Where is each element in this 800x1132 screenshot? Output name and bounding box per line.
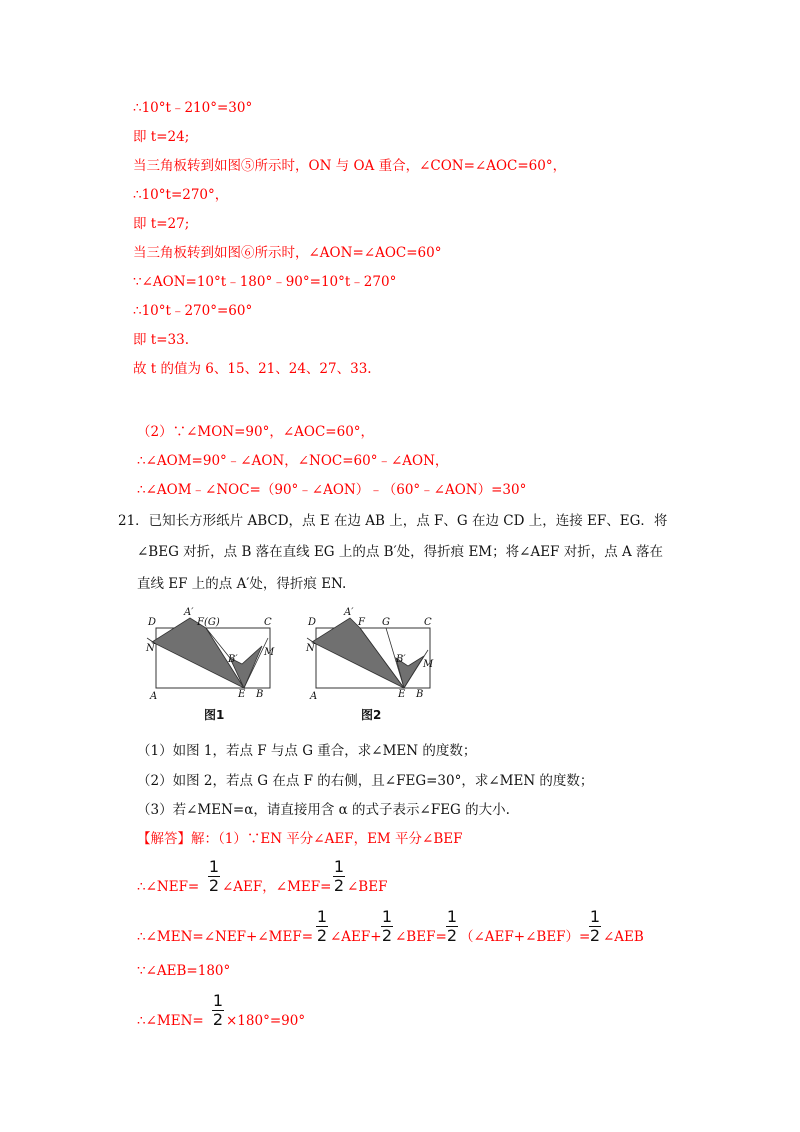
- label-b-prime: B′: [228, 654, 238, 665]
- answer-line-1c: ∠BEF: [347, 879, 388, 895]
- question-2: （2）如图 2，若点 G 在点 F 的右侧，且∠FEG=30°，求∠MEN 的度数；: [137, 773, 594, 789]
- answer-line-2c: ∠BEF=: [395, 929, 447, 945]
- label-g: G: [382, 617, 390, 628]
- solution-line-7: ∵∠AON=10°t﹣180°﹣90°=10°t﹣270°: [133, 274, 397, 290]
- label-m: M: [264, 647, 275, 658]
- fraction-half: 1 2: [589, 907, 601, 945]
- solution-line-2: 即 t=24;: [133, 129, 190, 145]
- label-b: B: [416, 689, 424, 700]
- label-c: C: [264, 617, 272, 628]
- answer-line-2b: ∠AEF+: [330, 929, 382, 945]
- solution-line-6: 当三角板转到如图⑥所示时，∠AON=∠AOC=60°: [133, 245, 442, 261]
- label-n: N: [146, 643, 155, 654]
- label-m: M: [423, 659, 434, 670]
- label-a: A: [150, 691, 158, 702]
- solution-line-3: 当三角板转到如图⑤所示时，ON 与 OA 重合，∠CON=∠AOC=60°，: [133, 158, 567, 174]
- part2-line-1: （2）∵∠MON=90°，∠AOC=60°，: [137, 424, 375, 440]
- answer-line-2a: ∴∠MEN=∠NEF+∠MEF=: [137, 929, 314, 945]
- answer-line-2d: （∠AEF+∠BEF）=: [460, 929, 591, 945]
- figure-1: [144, 604, 284, 704]
- solution-line-4: ∴10°t=270°，: [133, 187, 229, 203]
- problem21-text-1: 21．已知长方形纸片 ABCD，点 E 在边 AB 上，点 F、G 在边 CD 上，连接 EF、EG．将: [118, 513, 668, 529]
- answer-line-1a: ∴∠NEF=: [137, 879, 200, 895]
- label-b-prime: B′: [396, 654, 406, 665]
- problem21-text-2: ∠BEG 对折，点 B 落在直线 EG 上的点 B′处，得折痕 EM；将∠AEF 对折，点 A 落在: [137, 544, 664, 560]
- answer-line-3: ∵∠AEB=180°: [137, 963, 231, 979]
- label-e: E: [238, 689, 246, 700]
- label-f: F: [358, 617, 365, 628]
- fraction-half: 1 2: [446, 907, 458, 945]
- answer-line-1b: ∠AEF，∠MEF=: [222, 879, 332, 895]
- solution-line-5: 即 t=27;: [133, 216, 190, 232]
- part2-line-3: ∴∠AOM﹣∠NOC=（90°﹣∠AON）﹣（60°﹣∠AON）=30°: [137, 482, 527, 498]
- question-1: （1）如图 1，若点 F 与点 G 重合，求∠MEN 的度数；: [137, 743, 477, 759]
- fraction-half: 1 2: [208, 857, 220, 895]
- label-fg: F(G): [197, 617, 220, 628]
- part2-line-2: ∴∠AOM=90°﹣∠AON，∠NOC=60°﹣∠AON，: [137, 453, 449, 469]
- label-n: N: [306, 643, 315, 654]
- label-c: C: [424, 617, 432, 628]
- answer-head: 【解答】解：（1）∵EN 平分∠AEF，EM 平分∠BEF: [137, 831, 463, 847]
- fraction-half: 1 2: [212, 991, 224, 1029]
- answer-line-4a: ∴∠MEN=: [137, 1013, 204, 1029]
- figure-2-caption: 图2: [361, 708, 382, 722]
- problem21-text-3: 直线 EF 上的点 A′处，得折痕 EN.: [137, 576, 347, 592]
- label-e: E: [398, 689, 406, 700]
- label-d: D: [308, 617, 317, 628]
- label-d: D: [148, 617, 157, 628]
- question-3: （3）若∠MEN=α，请直接用含 α 的式子表示∠FEG 的大小.: [137, 802, 510, 818]
- solution-line-10: 故 t 的值为 6、15、21、24、27、33.: [133, 361, 372, 377]
- label-a-prime: A′: [184, 607, 194, 618]
- solution-line-9: 即 t=33.: [133, 332, 189, 348]
- solution-line-8: ∴10°t﹣270°=60°: [133, 303, 253, 319]
- label-b: B: [256, 689, 264, 700]
- label-a-prime: A′: [344, 607, 354, 618]
- fraction-half: 1 2: [316, 907, 328, 945]
- label-a: A: [310, 691, 318, 702]
- answer-line-2e: ∠AEB: [603, 929, 644, 945]
- fraction-half: 1 2: [381, 907, 393, 945]
- fraction-half: 1 2: [333, 857, 345, 895]
- answer-line-4b: ×180°=90°: [226, 1013, 306, 1029]
- solution-line-1: ∴10°t﹣210°=30°: [133, 100, 253, 116]
- figure-2: [304, 604, 444, 704]
- figure-1-caption: 图1: [204, 708, 225, 722]
